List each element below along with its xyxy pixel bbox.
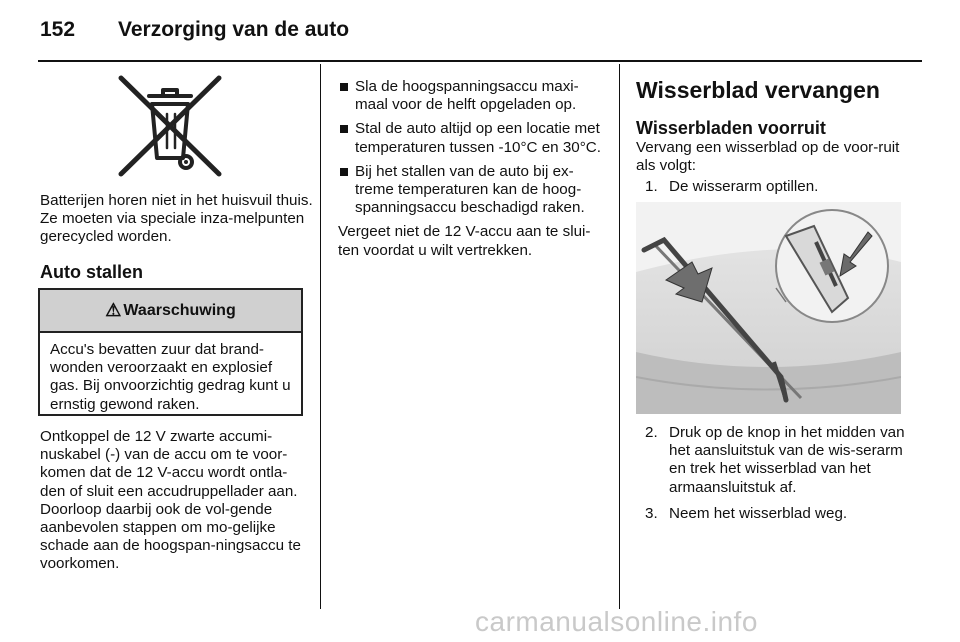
bullet-square-icon	[340, 125, 348, 133]
step-item	[645, 424, 910, 497]
column-divider-right	[619, 64, 620, 609]
step-number: 3.	[645, 504, 658, 522]
warning-header	[40, 290, 301, 333]
warning-box	[38, 288, 303, 416]
crossed-out-bin-icon	[115, 74, 225, 178]
step-text: Neem het wisserblad weg.	[669, 504, 848, 522]
disposal-text: Batterijen horen niet in het huisvuil thuis. Ze moeten via speciale inza-melpunten gerecycled worden.	[40, 192, 313, 246]
section-title-wisserblad: Wisserblad vervangen	[636, 77, 880, 103]
step-item	[645, 178, 906, 196]
bullet-square-icon	[340, 168, 348, 176]
page-title: Verzorging van de auto	[118, 18, 350, 41]
step-text: De wisserarm optillen.	[669, 178, 819, 196]
section-title-auto-stallen: Auto stallen	[40, 262, 144, 282]
watermark: carmanualsonline.info	[475, 606, 758, 637]
left-paragraph-wrap	[40, 428, 312, 574]
right-intro-wrap	[636, 139, 906, 197]
subsection-title: Wisserbladen voorruit	[636, 118, 826, 138]
bullet-text: Sla de hoogspanningsaccu maxi-maal voor de helft opgeladen op.	[355, 78, 579, 114]
intro-text: Vervang een wisserblad op de voor-ruit als volgt:	[636, 139, 900, 175]
step-number: 2.	[645, 424, 658, 441]
bullet-item	[338, 163, 608, 218]
bullet-text: Stal de auto altijd op een locatie met temperaturen tussen -10°C en 30°C.	[355, 120, 601, 156]
step-item	[645, 505, 910, 523]
bullet-item	[338, 78, 608, 114]
bullet-item	[338, 120, 608, 156]
step-text: Druk op de knop in het midden van het aansluitstuk van de wis-serarm en trek het wisserblad van het armaansluitstuk af.	[669, 424, 905, 496]
right-steps-wrap	[645, 424, 910, 523]
storage-paragraph: Ontkoppel de 12 V zwarte accumi-nuskabel (-) van de accu om te voor-komen dat de 12 V-accu wordt ontla-den of sluit een accudruppellader aan. Doorloop daarbij ook de vol-gende aanbevolen stappen om mo-gelijke schade aan de hoogspan-ningsaccu te voorkomen.	[40, 428, 301, 573]
warning-triangle-icon: ⚠	[105, 300, 122, 320]
warning-body: Accu's bevatten zuur dat brand-wonden veroorzaakt en explosief gas. Bij onvoorzichtig gedrag kunt u ernstig gewond raken.	[50, 341, 291, 413]
page-number: 152	[40, 18, 76, 41]
bullet-square-icon	[340, 83, 348, 91]
middle-column	[338, 78, 608, 260]
warning-title: Waarschuwing	[123, 301, 236, 319]
column-divider-left	[320, 64, 321, 609]
bullet-text: Bij het stallen van de auto bij ex-treme temperaturen kan de hoog-spanningsaccu beschadigd raken.	[355, 162, 585, 217]
header-rule	[38, 60, 922, 62]
step-number: 1.	[645, 178, 658, 196]
page-header	[40, 18, 349, 42]
closing-text: Vergeet niet de 12 V-accu aan te slui-ten voordat u wilt vertrekken.	[338, 223, 591, 259]
wiper-illustration	[636, 202, 901, 414]
left-column	[40, 192, 315, 247]
